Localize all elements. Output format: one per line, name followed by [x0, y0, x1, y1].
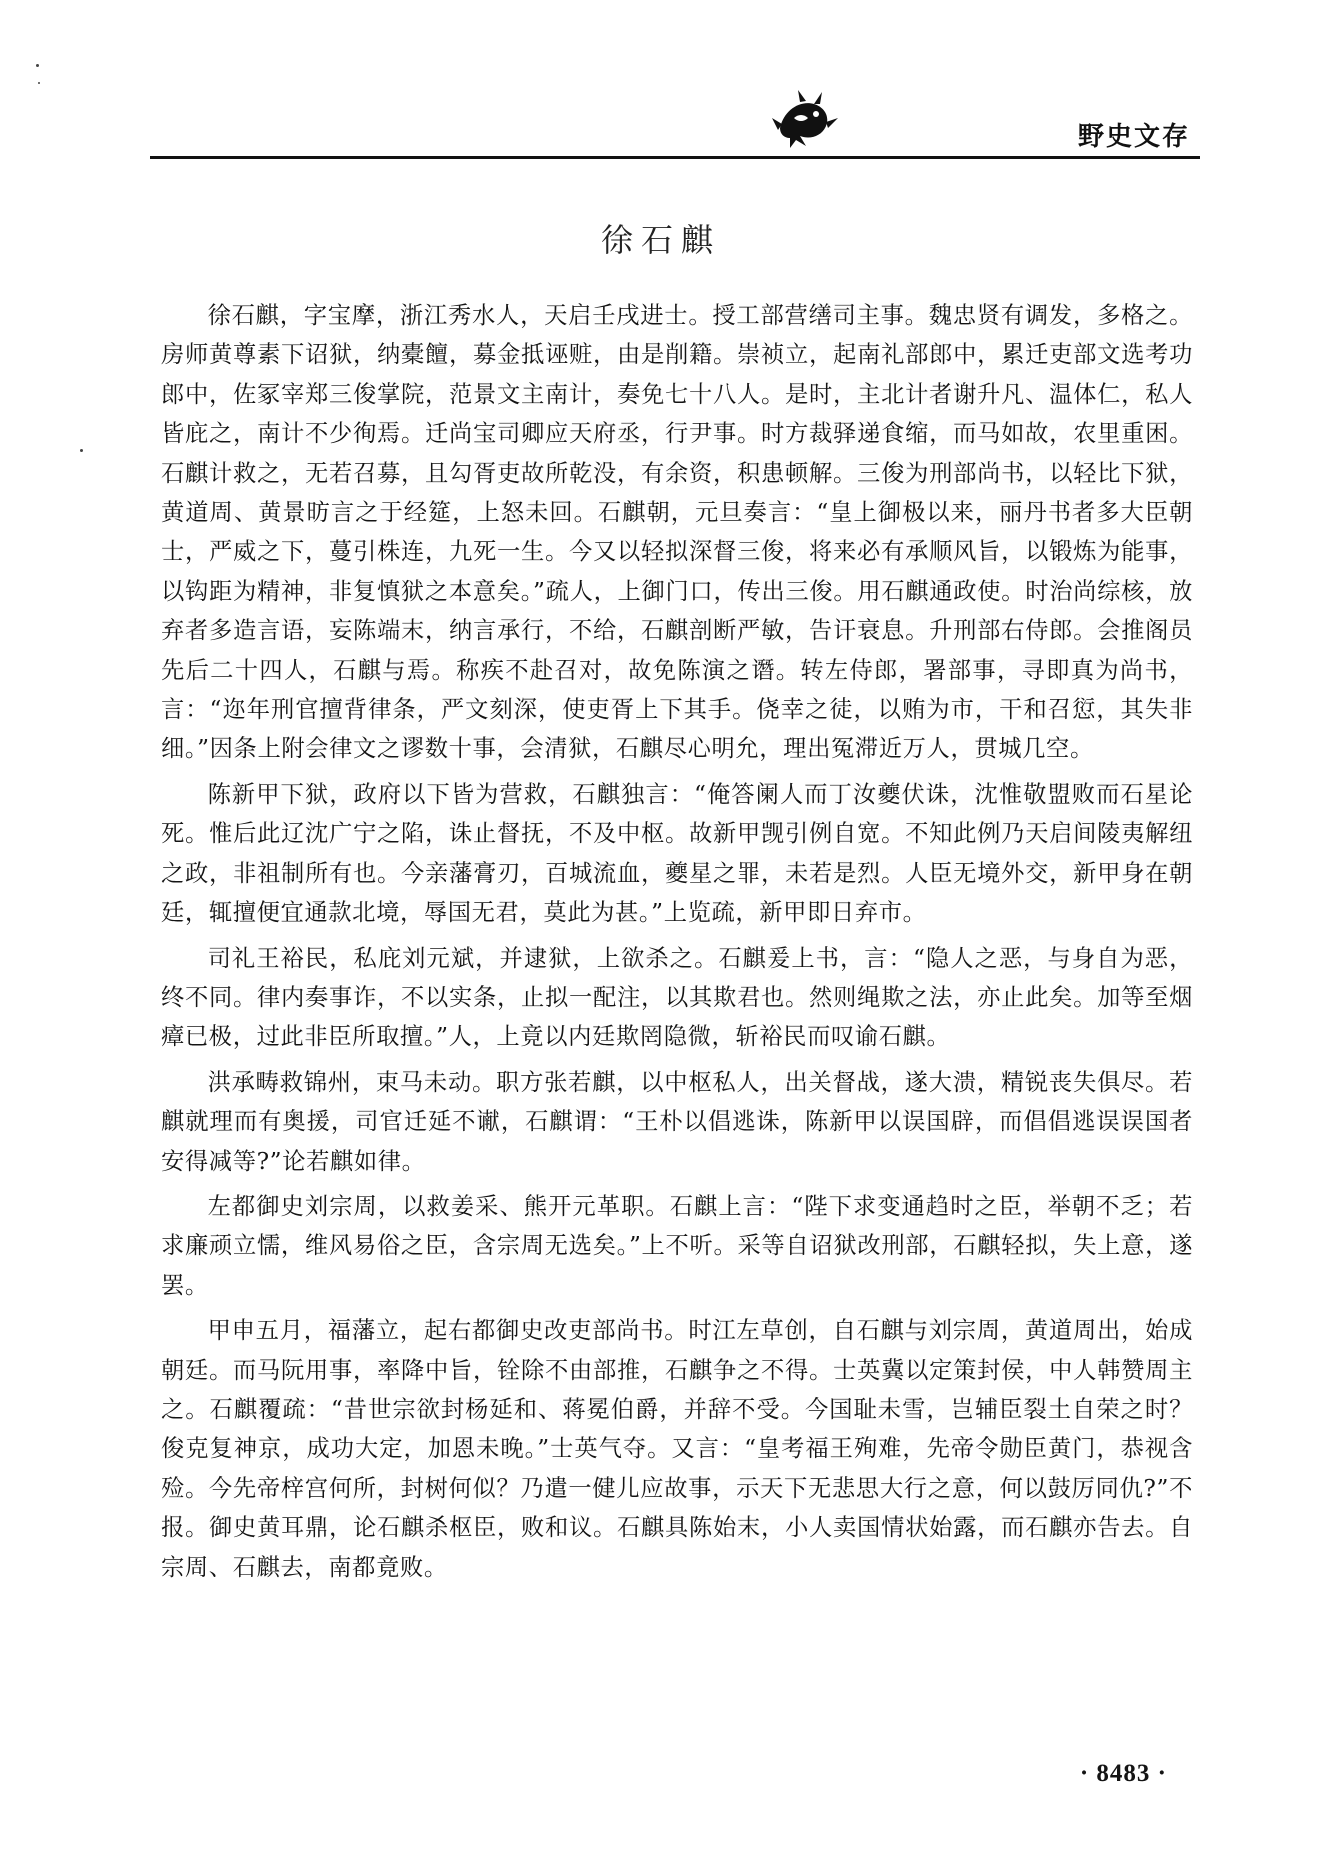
paragraph: 甲申五月，福藩立，起右都御史改吏部尚书。时江左草创，自石麒与刘宗周，黄道周出，始成朝廷。而马阮用事，率降中旨，铨除不由部推，石麒争之不得。士英冀以定策封侯，中人韩赞周主之。石麒覆疏：“昔世宗欲封杨延和、蒋冕伯爵，并辞不受。今国耻未雪，岂辅臣裂土自荣之时？俊克复神京，成功大定，加恩未晚。”士英气夺。又言：“皇考福王殉难，先帝令勋臣黄门，恭视含殓。今先帝梓宫何所，封树何似？乃遣一健儿应故事，示天下无悲思大行之意，何以鼓厉同仇?”不报。御史黄耳鼎，论石麒杀枢臣，败和议。石麒具陈始末，小人卖国情状始露，而石麒亦告去。自宗周、石麒去，南都竟败。 [161, 1317, 1193, 1581]
paragraph: 洪承畴救锦州，束马未动。职方张若麒，以中枢私人，出关督战，遂大溃，精锐丧失俱尽。若麒就理而有奥援，司官迁延不谳，石麒谓：“王朴以倡逃诛，陈新甲以误国辟，而倡倡逃误误国者安得减等?”论若麒如律。 [161, 1068, 1193, 1175]
scan-speck [38, 82, 40, 84]
article-title: 徐石麒 [600, 221, 721, 259]
paragraph: 陈新甲下狱，政府以下皆为营救，石麒独言：“俺答阑人而丁汝夔伏诛，沈惟敬盟败而石星论死。惟后此辽沈广宁之陷，诛止督抚，不及中枢。故新甲觊引例自宽。不知此例乃天启间陵夷解纽之政，非祖制所有也。今亲藩膏刃，百城流血，夔星之罪，未若是烈。人臣无境外交，新甲身在朝廷，辄擅便宜通款北境，辱国无君，莫此为甚。”上览疏，新甲即日弃市。 [161, 780, 1193, 927]
series-title: 野史文存 [1077, 122, 1190, 152]
paragraph: 左都御史刘宗周，以救姜采、熊开元革职。石麒上言：“陛下求变通趋时之臣，举朝不乏；若求廉顽立懦，维风易俗之臣，含宗周无选矣。”上不听。采等自诏狱改刑部，石麒轻拟，失上意，遂罢。 [161, 1192, 1193, 1299]
header-rule [150, 156, 1200, 159]
dragon-emblem-icon [770, 88, 840, 150]
paragraph: 司礼王裕民，私庇刘元斌，并逮狱，上欲杀之。石麒爰上书，言：“隐人之恶，与身自为恶，终不同。律内奏事诈，不以实条，止拟一配注，以其欺君也。然则绳欺之法，亦止此矣。加等至烟瘴已极，过此非臣所取擅。”人，上竟以内廷欺罔隐微，斩裕民而叹谕石麒。 [161, 944, 1193, 1051]
scan-speck [36, 64, 39, 67]
running-header [150, 86, 1200, 160]
article-body [161, 296, 1193, 1593]
page-number: · 8483 · [1079, 1760, 1167, 1787]
scan-speck [80, 449, 83, 452]
paragraph: 徐石麒，字宝摩，浙江秀水人，天启壬戌进士。授工部营缮司主事。魏忠贤有调发，多格之。房师黄尊素下诏狱，纳橐饘，募金抵诬赃，由是削籍。崇祯立，起南礼部郎中，累迁吏部文选考功郎中，佐冢宰郑三俊掌院，范景文主南计，奏免七十八人。是时，主北计者谢升凡、温体仁，私人皆庇之，南计不少徇焉。迁尚宝司卿应天府丞，行尹事。时方裁驿递食缩，而马如故，农里重困。石麒计救之，无若召募，且勾胥吏故所乾没，有余资，积患顿解。三俊为刑部尚书，以轻比下狱，黄道周、黄景昉言之于经筵，上怒未回。石麒朝，元旦奏言：“皇上御极以来，丽丹书者多大臣朝士，严威之下，蔓引株连，九死一生。今又以轻拟深督三俊，将来必有承顺风旨，以锻炼为能事，以钩距为精神，非复慎狱之本意矣。”疏人，上御门口，传出三俊。用石麒通政使。时治尚综核，放弃者多造言语，妄陈端末，纳言承行，不给，石麒剖断严敏，告讦衰息。升刑部右侍郎。会推阁员先后二十四人，石麒与焉。称疾不赴召对，故免陈演之谮。转左侍郎，署部事，寻即真为尚书，言：“迩年刑官擅背律条，严文刻深，使吏胥上下其手。侥幸之徒，以贿为市，干和召愆，其失非细。”因条上附会律文之谬数十事，会清狱，石麒尽心明允，理出冤滞近万人，贯城几空。 [161, 302, 1193, 763]
